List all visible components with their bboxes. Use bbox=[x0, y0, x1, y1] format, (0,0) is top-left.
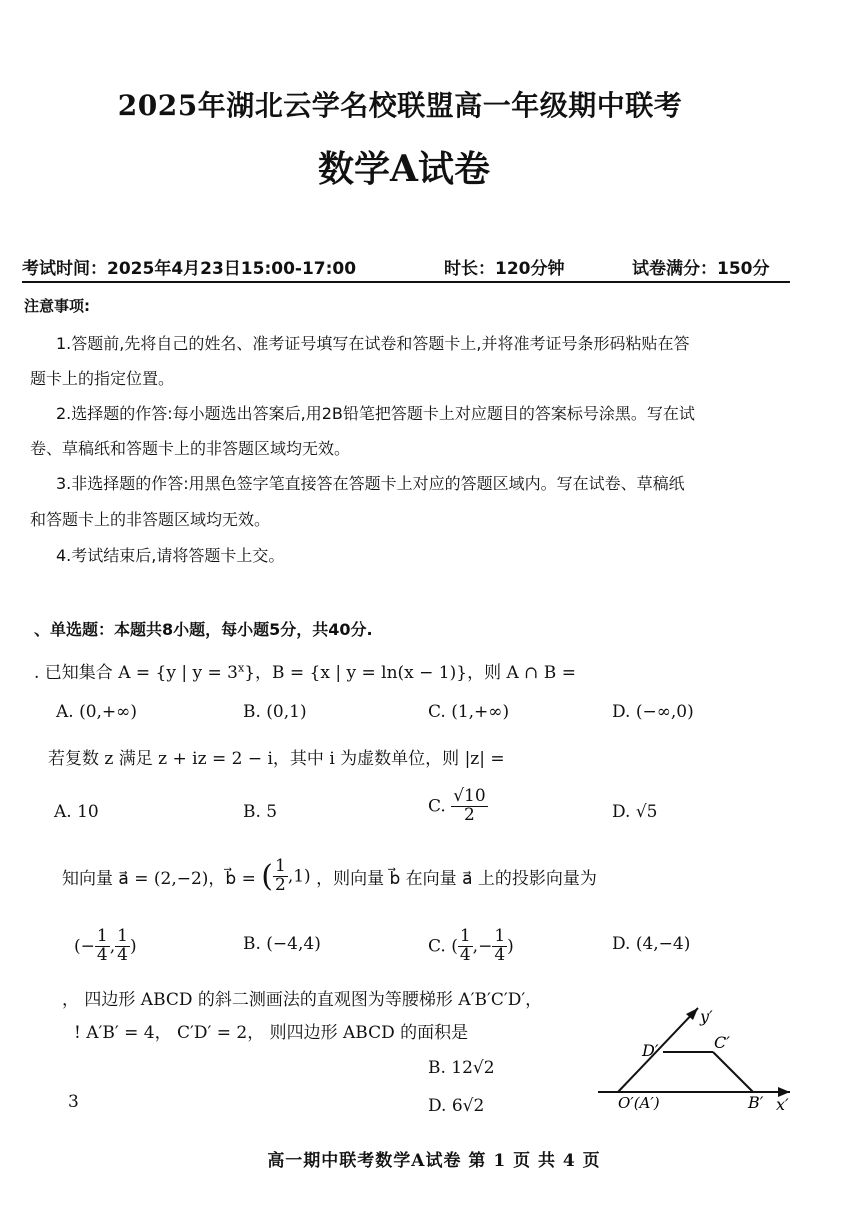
q3-stem-frac-num: 1 bbox=[274, 856, 286, 876]
q2-option-d bbox=[612, 802, 658, 822]
notes-heading: 注意事项: bbox=[24, 297, 90, 315]
q3-a-prefix: (− bbox=[74, 936, 95, 957]
q3-c-frac2 bbox=[492, 928, 507, 965]
q4-option-d: D. 6√2 bbox=[428, 1096, 485, 1116]
exam-time: 考试时间：2025年4月23日15:00-17:00 bbox=[22, 259, 357, 279]
exam-full-score: 试卷满分：150分 bbox=[632, 259, 770, 279]
q3-c-n2: 1 bbox=[494, 926, 506, 946]
q3-open-paren: ( bbox=[261, 858, 273, 894]
q1-stem-exponent: x bbox=[237, 661, 245, 675]
q3-stem-frac-den: 2 bbox=[274, 874, 286, 895]
q2-option-c-letter: C. bbox=[428, 796, 446, 817]
q3-a-d1: 4 bbox=[96, 944, 108, 965]
q1-option-b: B. (0,1) bbox=[243, 702, 307, 722]
note-1-line1: 1.答题前,先将自己的姓名、准考证号填写在试卷和答题卡上,并将准考证号条形码粘贴在答 bbox=[56, 334, 690, 353]
q3-a-suffix: ) bbox=[129, 936, 137, 957]
q3-c-n1: 1 bbox=[459, 926, 471, 946]
q3-c-suffix: ) bbox=[507, 936, 514, 957]
q3-stem-b-rest: ,1) bbox=[287, 866, 311, 887]
q3-c-frac1 bbox=[458, 928, 473, 965]
question-1-stem bbox=[34, 658, 576, 683]
q3-option-c bbox=[428, 928, 514, 965]
q3-a-frac2 bbox=[115, 928, 130, 965]
question-2-stem: 若复数 z 满足 z + iz = 2 − i，其中 i 为虚数单位，则 |z| = bbox=[48, 749, 505, 769]
q4-option-b: B. 12√2 bbox=[428, 1058, 495, 1078]
q3-stem-a: 知向量 a⃗ = (2,−2)，b⃗ = bbox=[62, 868, 256, 889]
q3-c-d2: 4 bbox=[494, 944, 506, 965]
q2-option-c-numerator: √10 bbox=[453, 786, 486, 806]
q3-option-a bbox=[74, 928, 137, 965]
q3-stem-c: ，则向量 b⃗ 在向量 a⃗ 上的投影向量为 bbox=[316, 868, 597, 889]
q3-a-d2: 4 bbox=[117, 944, 128, 965]
q1-stem-prefix: . 已知集合 A = {y | y = 3 bbox=[34, 663, 238, 683]
q1-option-a: A. (0,+∞) bbox=[56, 702, 137, 722]
trapezoid-figure bbox=[590, 1000, 796, 1125]
q1-option-c: C. (1,+∞) bbox=[428, 702, 510, 722]
label-o: O′(A′) bbox=[618, 1094, 660, 1112]
exam-title: 2025年湖北云学名校联盟高一年级期中联考 bbox=[117, 89, 683, 122]
question-3-stem bbox=[62, 858, 597, 895]
info-divider bbox=[22, 281, 790, 283]
label-b: B′ bbox=[748, 1093, 764, 1112]
note-2-line1: 2.选择题的作答:每小题选出答案后,用2B铅笔把答题卡上对应题目的答案标号涂黑。写在试 bbox=[56, 404, 695, 423]
question-4-stem-line2: ! A′B′ = 4， C′D′ = 2， 则四边形 ABCD 的面积是 bbox=[74, 1023, 469, 1043]
q3-a-n2: 1 bbox=[117, 926, 128, 946]
q3-c-mid: ,− bbox=[472, 936, 493, 957]
exam-duration: 时长：120分钟 bbox=[444, 259, 565, 279]
q2-option-c-denominator: 2 bbox=[464, 804, 475, 825]
page-footer: 高一期中联考数学A试卷 第 1 页 共 4 页 bbox=[267, 1151, 601, 1171]
q1-option-d: D. (−∞,0) bbox=[612, 702, 694, 722]
q2-option-c-fraction bbox=[451, 788, 487, 825]
q2-option-b: B. 5 bbox=[243, 802, 278, 822]
q3-a-frac1 bbox=[95, 928, 110, 965]
trapezoid-right-edge bbox=[713, 1052, 753, 1092]
note-2-line2: 卷、草稿纸和答题卡上的非答题区域均无效。 bbox=[30, 439, 351, 458]
q3-c-prefix: C. ( bbox=[428, 936, 458, 957]
label-x: x′ bbox=[776, 1095, 789, 1114]
q3-a-mid: , bbox=[109, 936, 116, 957]
note-3-line1: 3.非选择题的作答:用黑色签字笔直接答在答题卡上对应的答题区域内。写在试卷、草稿纸 bbox=[56, 474, 685, 493]
q3-c-d1: 4 bbox=[459, 944, 471, 965]
note-4-line1: 4.考试结束后,请将答题卡上交。 bbox=[56, 546, 285, 565]
q1-stem-suffix: }，B = {x | y = ln(x − 1)}，则 A ∩ B = bbox=[244, 663, 576, 683]
label-d: D′ bbox=[642, 1041, 659, 1060]
note-3-line2: 和答题卡上的非答题区域均无效。 bbox=[30, 510, 271, 529]
q3-option-b: B. (−4,4) bbox=[243, 934, 321, 954]
q2-option-d-letter: D. bbox=[612, 802, 631, 822]
q3-stem-fraction bbox=[273, 858, 288, 895]
q3-option-d: D. (4,−4) bbox=[612, 934, 691, 954]
q3-a-n1: 1 bbox=[96, 926, 108, 946]
note-1-line2: 题卡上的指定位置。 bbox=[30, 369, 175, 388]
section-heading: 、单选题：本题共8小题，每小题5分，共40分. bbox=[34, 620, 373, 639]
question-4-stem-line1: ， 四边形 ABCD 的斜二测画法的直观图为等腰梯形 A′B′C′D′， bbox=[62, 990, 543, 1010]
q2-option-c bbox=[428, 788, 488, 825]
paper-subtitle: 数学A试卷 bbox=[318, 148, 490, 190]
label-c: C′ bbox=[714, 1033, 730, 1052]
label-y: y′ bbox=[700, 1007, 713, 1026]
q2-option-d-value: √5 bbox=[635, 802, 658, 822]
q2-option-a: A. 10 bbox=[54, 802, 99, 822]
q4-option-stub: 3 bbox=[68, 1092, 79, 1112]
